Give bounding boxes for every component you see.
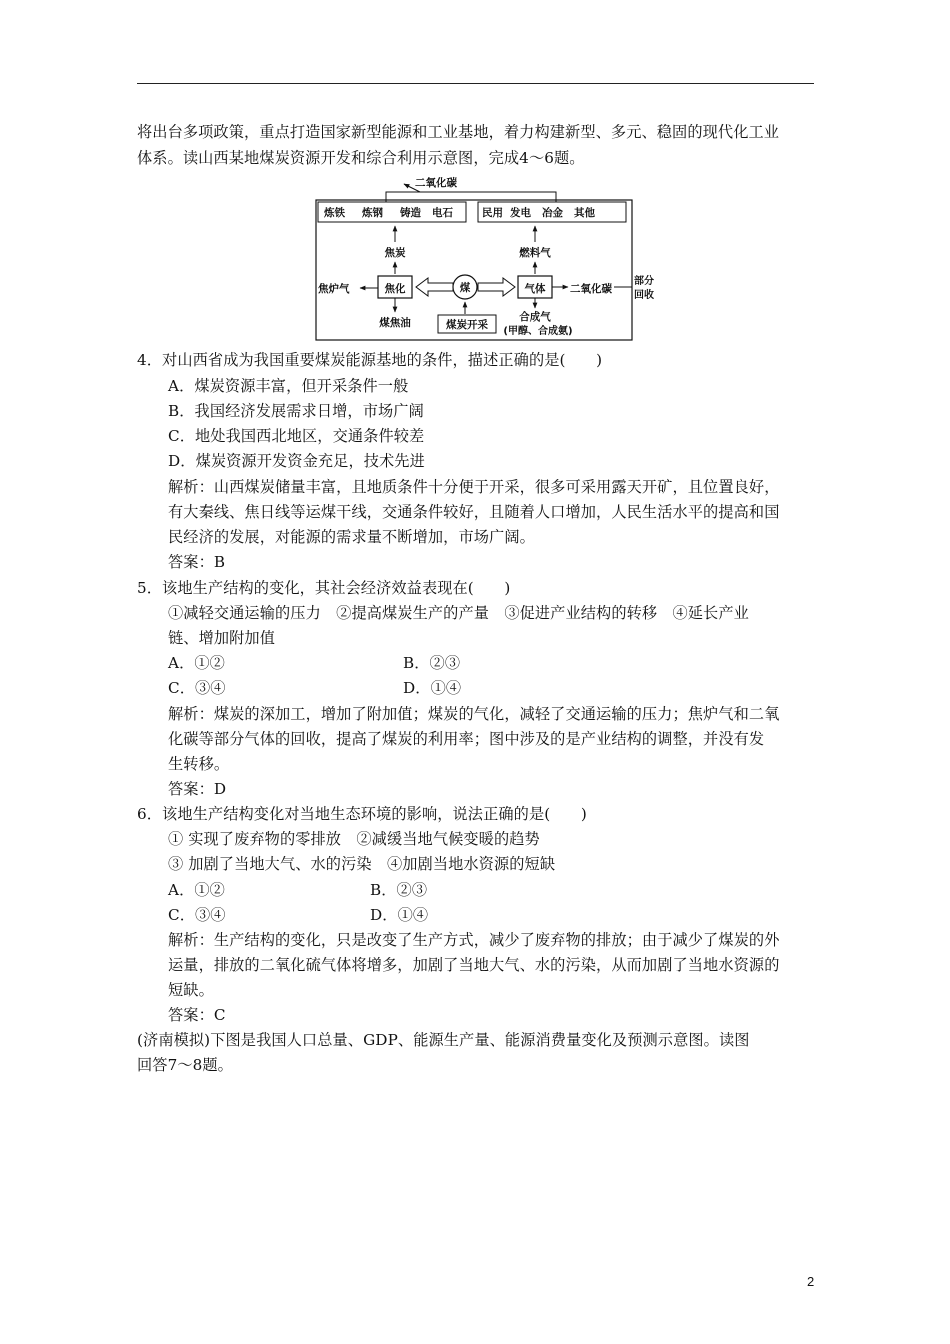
gas-box: 气体 bbox=[524, 283, 546, 295]
q5-items-1: ①减轻交通运输的压力 ②提高煤炭生产的产量 ③促进产业结构的转移 ④延长产业 bbox=[168, 604, 749, 622]
right-use-1: 民用 bbox=[482, 207, 503, 219]
q4-analysis-3: 民经济的发展，对能源的需求量不断增加，市场广阔。 bbox=[168, 528, 535, 546]
q4-stem: 4．对山西省成为我国重要煤炭能源基地的条件，描述正确的是( ) bbox=[137, 351, 603, 369]
fuel-gas-label: 燃料气 bbox=[519, 247, 551, 259]
q4-analysis-2: 有大秦线、焦日线等运煤干线，交通条件较好，且随着人口增加，人民生活水平的提高和国 bbox=[168, 503, 780, 521]
q6-answer: 答案：C bbox=[168, 1006, 226, 1024]
left-use-3: 铸造 bbox=[400, 207, 421, 219]
coke-oven-gas-label: 焦炉气 bbox=[318, 283, 350, 295]
q5-option-d: D．①④ bbox=[403, 679, 462, 697]
q6-option-a: A．①② bbox=[168, 881, 225, 899]
q6-analysis-1: 解析：生产结构的变化，只是改变了生产方式，减少了废弃物的排放；由于减少了煤炭的外 bbox=[168, 931, 780, 949]
left-use-2: 炼钢 bbox=[362, 207, 383, 219]
q5-analysis-2: 化碳等部分气体的回收，提高了煤炭的利用率；图中涉及的是产业结构的调整，并没有发 bbox=[168, 730, 765, 748]
q4-option-c: C．地处我国西北地区，交通条件较差 bbox=[168, 427, 425, 445]
q5-items-2: 链、增加附加值 bbox=[168, 629, 276, 647]
q6-items-1: ① 实现了废弃物的零排放 ②减缓当地气候变暖的趋势 bbox=[168, 830, 540, 848]
co2-right-label: 二氧化碳 bbox=[570, 283, 612, 295]
recovery-label-2: 回收 bbox=[634, 290, 654, 301]
q6-stem: 6．该地生产结构变化对当地生态环境的影响，说法正确的是( ) bbox=[137, 805, 587, 823]
q5-stem: 5．该地生产结构的变化，其社会经济效益表现在( ) bbox=[137, 579, 511, 597]
right-use-2: 发电 bbox=[510, 207, 531, 219]
q6-analysis-3: 短缺。 bbox=[168, 981, 214, 999]
right-use-3: 冶金 bbox=[542, 207, 563, 219]
q5-analysis-1: 解析：煤炭的深加工，增加了附加值；煤炭的气化，减轻了交通运输的压力；焦炉气和二氧 bbox=[168, 705, 780, 723]
right-use-4: 其他 bbox=[574, 207, 595, 219]
coal-label: 煤 bbox=[459, 282, 471, 294]
page-number: 2 bbox=[807, 1274, 815, 1289]
q6-option-b: B．②③ bbox=[370, 881, 428, 899]
coal-utilization-diagram bbox=[310, 174, 654, 344]
left-use-4: 电石 bbox=[432, 207, 453, 219]
coal-mining-box: 煤炭开采 bbox=[446, 319, 488, 331]
q4-option-b: B．我国经济发展需求日增，市场广阔 bbox=[168, 402, 424, 420]
q4-answer: 答案：B bbox=[168, 553, 226, 571]
q4-option-d: D．煤炭资源开发资金充足，技术先进 bbox=[168, 452, 425, 470]
q6-option-c: C．③④ bbox=[168, 906, 226, 924]
header-rule bbox=[137, 83, 814, 84]
intro-line-1: 将出台多项政策，重点打造国家新型能源和工业基地，着力构建新型、多元、稳固的现代化工业 bbox=[137, 123, 780, 141]
syngas-note: (甲醇、合成氨) bbox=[503, 326, 573, 337]
syngas-label: 合成气 bbox=[519, 311, 551, 323]
q6-option-d: D．①④ bbox=[370, 906, 429, 924]
coal-tar-label: 煤焦油 bbox=[379, 317, 411, 329]
next-section-line-2: 回答7～8题。 bbox=[137, 1056, 233, 1074]
intro-line-2: 体系。读山西某地煤炭资源开发和综合利用示意图，完成4～6题。 bbox=[137, 149, 585, 167]
q4-analysis-1: 解析：山西煤炭储量丰富，且地质条件十分便于开采，很多可采用露天开矿，且位置良好， bbox=[168, 478, 780, 496]
q5-analysis-3: 生转移。 bbox=[168, 755, 230, 773]
q5-option-c: C．③④ bbox=[168, 679, 226, 697]
next-section-line-1: (济南模拟)下图是我国人口总量、GDP、能源生产量、能源消费量变化及预测示意图。读图 bbox=[137, 1031, 750, 1049]
q5-option-b: B．②③ bbox=[403, 654, 461, 672]
recovery-label-1: 部分 bbox=[634, 276, 654, 287]
q5-answer: 答案：D bbox=[168, 780, 227, 798]
left-use-1: 炼铁 bbox=[324, 207, 345, 219]
q5-option-a: A．①② bbox=[168, 654, 225, 672]
q4-option-a: A．煤炭资源丰富，但开采条件一般 bbox=[168, 377, 409, 395]
q6-items-2: ③ 加剧了当地大气、水的污染 ④加剧当地水资源的短缺 bbox=[168, 855, 556, 873]
q6-analysis-2: 运量，排放的二氧化硫气体将增多，加剧了当地大气、水的污染，从而加剧了当地水资源的 bbox=[168, 956, 780, 974]
top-co2-label: 二氧化碳 bbox=[415, 177, 457, 189]
coke-label: 焦炭 bbox=[384, 247, 406, 259]
coking-box: 焦化 bbox=[384, 283, 406, 295]
